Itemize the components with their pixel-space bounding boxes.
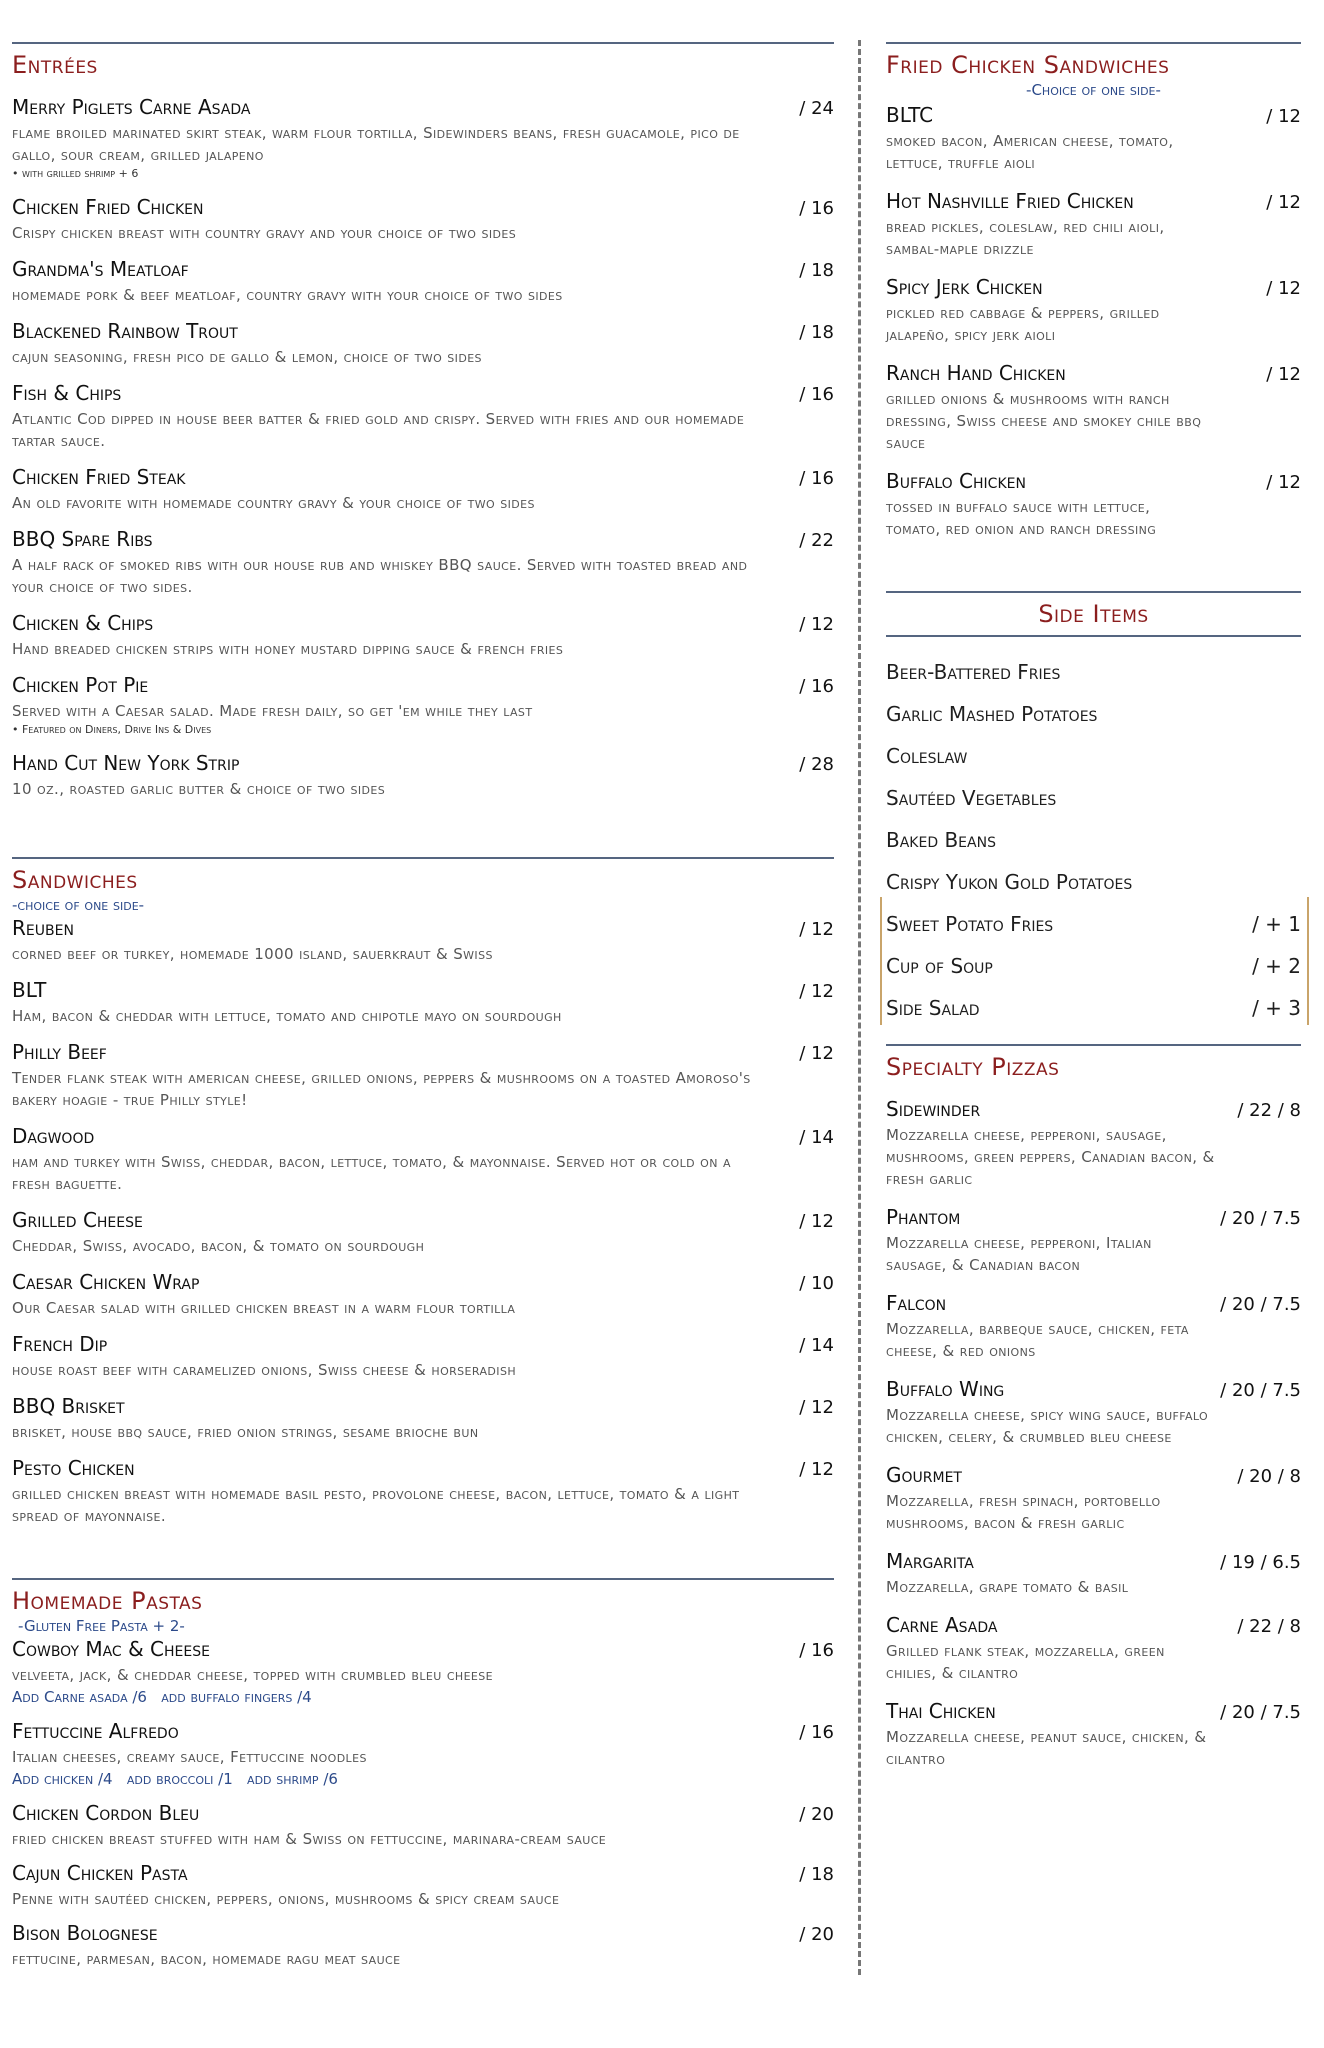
menu-item — [12, 1920, 834, 1970]
side-item-name: Sweet Potato Fries — [886, 912, 1054, 936]
item-header — [12, 1718, 834, 1746]
item-price: / 22 / 8 — [1237, 1616, 1301, 1637]
item-header — [12, 194, 834, 222]
menu-item — [886, 1204, 1301, 1276]
item-header — [12, 1207, 834, 1235]
menu-item — [12, 1800, 834, 1850]
menu-item — [12, 1269, 834, 1319]
item-description: fried chicken breast stuffed with ham & Swiss on fettuccine, marinara-cream sauce — [12, 1830, 607, 1848]
item-description: brisket, house bbq sauce, fried onion strings, sesame brioche bun — [12, 1423, 479, 1441]
sides-list — [886, 651, 1301, 1029]
item-name: Buffalo Wing — [886, 1377, 1005, 1401]
section-rule — [12, 1578, 834, 1580]
item-price: / 20 — [799, 1804, 834, 1825]
item-name: BBQ Brisket — [12, 1394, 125, 1418]
item-name: Chicken & Chips — [12, 611, 154, 635]
side-item — [886, 693, 1301, 735]
section-subtitle: -Choice of one side- — [1026, 81, 1161, 99]
item-name: Chicken Cordon Bleu — [12, 1801, 200, 1825]
item-price: / 12 — [799, 1397, 834, 1418]
column-divider — [858, 40, 861, 1975]
menu-item — [12, 194, 834, 244]
item-header — [12, 380, 834, 408]
item-description: Our Caesar salad with grilled chicken breast in a warm flour tortilla — [12, 1299, 516, 1317]
section-rule — [886, 635, 1301, 637]
item-name: Philly Beef — [12, 1040, 107, 1064]
menu-item — [12, 672, 834, 738]
entrees-list — [12, 94, 834, 800]
pastas-section — [12, 1578, 834, 1970]
item-header — [886, 1612, 1301, 1640]
item-header — [12, 1455, 834, 1483]
menu-item — [886, 1376, 1301, 1448]
menu-item — [12, 750, 834, 800]
item-header — [886, 1204, 1301, 1232]
item-price: / 16 — [799, 198, 834, 219]
item-description: Crispy chicken breast with country gravy and your choice of two sides — [12, 224, 517, 242]
item-name: Thai Chicken — [886, 1699, 996, 1723]
item-description: velveeta, jack, & cheddar cheese, topped with crumbled bleu cheese — [12, 1666, 494, 1684]
item-name: BLT — [12, 978, 47, 1002]
menu-item — [12, 94, 834, 182]
item-name: Sidewinder — [886, 1097, 981, 1121]
side-item-name: Crispy Yukon Gold Potatoes — [886, 870, 1133, 894]
item-price: / 19 / 6.5 — [1220, 1552, 1301, 1573]
menu-item — [12, 256, 834, 306]
item-name: Reuben — [12, 916, 74, 940]
item-price: / 22 / 8 — [1237, 1100, 1301, 1121]
menu-item — [886, 1612, 1301, 1684]
item-price: / 16 — [799, 1722, 834, 1743]
side-item-name: Cup of Soup — [886, 954, 993, 978]
item-price: / 12 — [1266, 472, 1301, 493]
item-price: / 12 — [799, 1043, 834, 1064]
item-header — [12, 1039, 834, 1067]
item-price: / 12 — [799, 981, 834, 1002]
item-header — [12, 750, 834, 778]
item-name: Ranch Hand Chicken — [886, 361, 1066, 385]
item-name: French Dip — [12, 1332, 108, 1356]
side-item — [886, 651, 1301, 693]
item-description: Grilled flank steak, mozzarella, green chilies, & cilantro — [886, 1642, 1165, 1682]
item-name: Grandma's Meatloaf — [12, 257, 189, 281]
side-item-name: Baked Beans — [886, 828, 996, 852]
item-header — [886, 1376, 1301, 1404]
item-name: Cajun Chicken Pasta — [12, 1861, 188, 1885]
menu-item — [886, 1698, 1301, 1770]
item-name: Fettuccine Alfredo — [12, 1719, 179, 1743]
item-price: / 20 / 7.5 — [1220, 1294, 1301, 1315]
item-name: Phantom — [886, 1205, 961, 1229]
fried-chicken-list — [886, 102, 1301, 540]
item-name: Falcon — [886, 1291, 947, 1315]
item-price: / 18 — [799, 1864, 834, 1885]
item-header — [886, 468, 1301, 496]
item-description: ham and turkey with Swiss, cheddar, bacon, lettuce, tomato, & mayonnaise. Served hot or cold on a fresh baguette. — [12, 1153, 731, 1193]
item-description: Penne with sautéed chicken, peppers, onions, mushrooms & spicy cream sauce — [12, 1890, 560, 1908]
item-price: / 24 — [799, 98, 834, 119]
item-header — [12, 1123, 834, 1151]
section-subtitle: -Gluten Free Pasta + 2- — [18, 1617, 185, 1635]
menu-item — [12, 1331, 834, 1381]
item-header — [12, 915, 834, 943]
item-header — [12, 672, 834, 700]
item-name: Cowboy Mac & Cheese — [12, 1637, 210, 1661]
item-header — [886, 1096, 1301, 1124]
item-description: bread pickles, coleslaw, red chili aioli, sambal-maple drizzle — [886, 218, 1165, 258]
item-price: / 20 / 7.5 — [1220, 1380, 1301, 1401]
item-price: / 20 / 7.5 — [1220, 1702, 1301, 1723]
side-item-name: Coleslaw — [886, 744, 968, 768]
entrees-section — [12, 42, 834, 800]
item-header — [12, 94, 834, 122]
item-name: Caesar Chicken Wrap — [12, 1270, 200, 1294]
side-item-name: Garlic Mashed Potatoes — [886, 702, 1098, 726]
menu-item — [12, 1636, 834, 1708]
item-description: Mozzarella, barbeque sauce, chicken, feta cheese, & red onions — [886, 1320, 1189, 1360]
item-name: Chicken Fried Chicken — [12, 195, 204, 219]
item-description: Ham, bacon & cheddar with lettuce, tomato and chipotle mayo on sourdough — [12, 1007, 562, 1025]
section-rule — [12, 42, 834, 44]
item-description: Mozzarella cheese, spicy wing sauce, buffalo chicken, celery, & crumbled bleu cheese — [886, 1406, 1209, 1446]
item-description: Cheddar, Swiss, avocado, bacon, & tomato on sourdough — [12, 1237, 425, 1255]
item-note: • with grilled shrimp + 6 — [12, 167, 139, 180]
menu-item — [886, 102, 1301, 174]
item-name: Hot Nashville Fried Chicken — [886, 189, 1134, 213]
item-name: Gourmet — [886, 1463, 962, 1487]
item-price: / 16 — [799, 468, 834, 489]
section-title: Specialty Pizzas — [886, 1053, 1060, 1081]
item-description: 10 oz., roasted garlic butter & choice of two sides — [12, 780, 386, 798]
menu-item — [12, 464, 834, 514]
item-price: / 18 — [799, 260, 834, 281]
menu-item — [12, 1123, 834, 1195]
menu-item — [12, 526, 834, 598]
item-description: Hand breaded chicken strips with honey mustard dipping sauce & french fries — [12, 640, 564, 658]
item-price: / 28 — [799, 754, 834, 775]
side-item-name: Side Salad — [886, 996, 980, 1020]
section-title: Side Items — [1038, 600, 1149, 628]
item-description: corned beef or turkey, homemade 1000 island, sauerkraut & Swiss — [12, 945, 493, 963]
upcharge-bracket — [880, 897, 1309, 1025]
item-header — [12, 1636, 834, 1664]
pizzas-list — [886, 1096, 1301, 1770]
menu-item — [886, 188, 1301, 260]
item-name: Carne Asada — [886, 1613, 998, 1637]
item-description: Served with a Caesar salad. Made fresh daily, so get 'em while they last — [12, 702, 533, 720]
menu-item — [12, 1860, 834, 1910]
item-description: An old favorite with homemade country gravy & your choice of two sides — [12, 494, 535, 512]
item-header — [12, 1860, 834, 1888]
item-price: / 14 — [799, 1335, 834, 1356]
item-description: flame broiled marinated skirt steak, warm flour tortilla, Sidewinders beans, fresh guacamole, pico de gallo, sour cream, grilled jalapeno — [12, 124, 740, 164]
item-name: BBQ Spare Ribs — [12, 527, 153, 551]
item-price: / 18 — [799, 322, 834, 343]
item-price: / 22 — [799, 530, 834, 551]
item-description: grilled chicken breast with homemade basil pesto, provolone cheese, bacon, lettuce, tomato & a light spread of mayonnaise. — [12, 1485, 740, 1525]
section-title: Homemade Pastas — [12, 1587, 203, 1615]
side-item-name: Beer-Battered Fries — [886, 660, 1061, 684]
menu-item — [12, 1718, 834, 1790]
item-header — [12, 464, 834, 492]
side-item-price: / + 2 — [1252, 954, 1301, 978]
item-header — [886, 1698, 1301, 1726]
item-price: / 16 — [799, 1640, 834, 1661]
item-description: A half rack of smoked ribs with our house rub and whiskey BBQ sauce. Served with toasted bread and your choice of two sides. — [12, 556, 748, 596]
item-description: fettucine, parmesan, bacon, homemade ragu meat sauce — [12, 1950, 401, 1968]
menu-item — [12, 977, 834, 1027]
item-price: / 12 — [799, 1459, 834, 1480]
item-name: Merry Piglets Carne Asada — [12, 95, 251, 119]
side-item — [886, 819, 1301, 861]
item-header — [12, 526, 834, 554]
menu-item — [12, 1393, 834, 1443]
item-header — [886, 102, 1301, 130]
menu-item — [12, 318, 834, 368]
item-description: Tender flank steak with american cheese, grilled onions, peppers & mushrooms on a toasted Amoroso's bakery hoagie - true Philly style! — [12, 1069, 751, 1109]
item-description: Mozzarella cheese, peanut sauce, chicken, & cilantro — [886, 1728, 1207, 1768]
item-name: Buffalo Chicken — [886, 469, 1026, 493]
item-description: Mozzarella cheese, pepperoni, sausage, mushrooms, green peppers, Canadian bacon, & fresh garlic — [886, 1126, 1215, 1188]
item-price: / 16 — [799, 676, 834, 697]
menu-item — [12, 610, 834, 660]
item-header — [12, 1269, 834, 1297]
item-addons: Add Carne asada /6 add buffalo fingers /4 — [12, 1688, 312, 1706]
item-price: / 10 — [799, 1273, 834, 1294]
item-header — [12, 977, 834, 1005]
side-item — [886, 735, 1301, 777]
item-name: Margarita — [886, 1549, 974, 1573]
item-name: Fish & Chips — [12, 381, 122, 405]
item-header — [12, 610, 834, 638]
item-header — [886, 1462, 1301, 1490]
item-price: / 12 — [1266, 192, 1301, 213]
item-description: Mozzarella, grape tomato & basil — [886, 1578, 1129, 1596]
item-note: • Featured on Diners, Drive Ins & Dives — [12, 723, 212, 736]
item-description: grilled onions & mushrooms with ranch dressing, Swiss cheese and smokey chile bbq sauce — [886, 390, 1202, 452]
section-rule — [886, 1044, 1301, 1046]
item-description: homemade pork & beef meatloaf, country gravy with your choice of two sides — [12, 286, 563, 304]
item-name: Pesto Chicken — [12, 1456, 135, 1480]
item-header — [12, 1393, 834, 1421]
section-rule — [12, 857, 834, 859]
side-item-price: / + 1 — [1252, 912, 1301, 936]
menu-item — [886, 1548, 1301, 1598]
side-item-name: Sautéed Vegetables — [886, 786, 1057, 810]
item-description: Mozzarella, fresh spinach, portobello mushrooms, bacon & fresh garlic — [886, 1492, 1161, 1532]
menu-item — [886, 274, 1301, 346]
item-price: / 12 — [1266, 278, 1301, 299]
item-description: Italian cheeses, creamy sauce, Fettuccine noodles — [12, 1748, 367, 1766]
item-price: / 12 — [799, 614, 834, 635]
item-description: tossed in buffalo sauce with lettuce, tomato, red onion and ranch dressing — [886, 498, 1157, 538]
item-description: pickled red cabbage & peppers, grilled jalapeño, spicy jerk aioli — [886, 304, 1160, 344]
item-name: Dagwood — [12, 1124, 95, 1148]
pizzas-section — [886, 1044, 1301, 1770]
item-price: / 12 — [1266, 364, 1301, 385]
item-name: Chicken Pot Pie — [12, 673, 149, 697]
sides-section — [886, 591, 1301, 1029]
section-title: Sandwiches — [12, 866, 138, 894]
item-header — [886, 274, 1301, 302]
item-header — [886, 1290, 1301, 1318]
item-header — [886, 360, 1301, 388]
item-price: / 20 — [799, 1924, 834, 1945]
item-name: Hand Cut New York Strip — [12, 751, 240, 775]
item-description: Atlantic Cod dipped in house beer batter & fried gold and crispy. Served with fries and our homemade tartar sauce. — [12, 410, 745, 450]
pastas-list — [12, 1636, 834, 1970]
menu-item — [886, 1096, 1301, 1190]
menu-item — [886, 468, 1301, 540]
menu-item — [886, 360, 1301, 454]
fried-chicken-section — [886, 42, 1301, 540]
menu-item — [12, 915, 834, 965]
item-header — [12, 256, 834, 284]
item-header — [12, 318, 834, 346]
item-name: BLTC — [886, 103, 934, 127]
item-description: cajun seasoning, fresh pico de gallo & lemon, choice of two sides — [12, 348, 482, 366]
item-name: Bison Bolognese — [12, 1921, 158, 1945]
item-price: / 20 / 7.5 — [1220, 1208, 1301, 1229]
sandwiches-section — [12, 857, 834, 1527]
item-name: Spicy Jerk Chicken — [886, 275, 1043, 299]
section-title: Entrées — [12, 51, 98, 79]
item-price: / 12 — [799, 919, 834, 940]
menu-item — [12, 380, 834, 452]
section-title: Fried Chicken Sandwiches — [886, 51, 1170, 79]
side-item — [886, 777, 1301, 819]
item-name: Chicken Fried Steak — [12, 465, 186, 489]
section-subtitle: -choice of one side- — [12, 896, 145, 914]
item-header — [12, 1331, 834, 1359]
item-price: / 14 — [799, 1127, 834, 1148]
item-header — [12, 1920, 834, 1948]
side-item-price: / + 3 — [1252, 996, 1301, 1020]
item-header — [886, 188, 1301, 216]
item-price: / 12 — [799, 1211, 834, 1232]
item-addons: Add chicken /4 add broccoli /1 add shrimp /6 — [12, 1770, 338, 1788]
menu-item — [12, 1207, 834, 1257]
item-header — [886, 1548, 1301, 1576]
item-description: smoked bacon, American cheese, tomato, lettuce, truffle aioli — [886, 132, 1174, 172]
item-price: / 20 / 8 — [1237, 1466, 1301, 1487]
item-description: Mozzarella cheese, pepperoni, Italian sausage, & Canadian bacon — [886, 1234, 1152, 1274]
item-description: house roast beef with caramelized onions, Swiss cheese & horseradish — [12, 1361, 516, 1379]
item-name: Blackened Rainbow Trout — [12, 319, 238, 343]
item-price: / 12 — [1266, 106, 1301, 127]
item-name: Grilled Cheese — [12, 1208, 143, 1232]
menu-item — [12, 1039, 834, 1111]
menu-item — [12, 1455, 834, 1527]
menu-item — [886, 1462, 1301, 1534]
section-rule — [886, 591, 1301, 593]
menu-item — [886, 1290, 1301, 1362]
item-header — [12, 1800, 834, 1828]
item-price: / 16 — [799, 384, 834, 405]
section-rule — [886, 42, 1301, 44]
sandwiches-list — [12, 915, 834, 1527]
